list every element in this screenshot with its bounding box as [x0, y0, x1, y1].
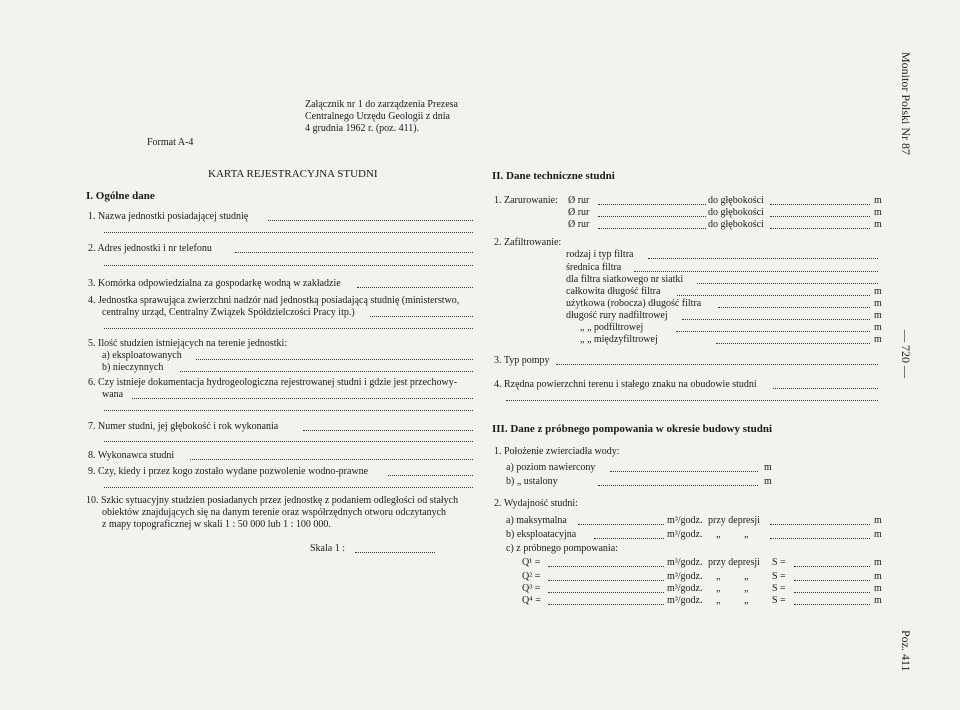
item2-label: 2. Adres jednostki i nr telefonu	[88, 243, 212, 254]
item10-label-b: obiektów znajdujących się na danym terenie oraz współrzędnych otworu odczytanych	[102, 507, 447, 518]
item9-label: 9. Czy, kiedy i przez kogo zostało wydane pozwolenie wodno-prawne	[88, 466, 369, 477]
water-b: b) „ ustalony	[506, 476, 558, 487]
elev-line2	[506, 400, 878, 401]
item4-label-a: 4. Jednostka sprawująca zwierzchni nadzór nad jednostką posiadającą studnię (ministerstwo,	[88, 295, 460, 306]
item8-label: 8. Wykonawca studni	[88, 450, 175, 461]
item7-line	[303, 430, 473, 431]
item2-line2	[104, 265, 473, 266]
section3-title: III. Dane z próbnego pompowania w okresie budowy studni	[492, 423, 773, 435]
item6-line2	[104, 410, 473, 411]
usable-unit: m	[874, 298, 882, 309]
usable-length: użytkowa (robocza) długość filtra	[566, 298, 702, 309]
item4-line	[370, 316, 473, 317]
q3-m: m	[874, 583, 882, 594]
q4-ditto1: „	[716, 595, 721, 606]
casing-depth-1: do głębokości	[708, 195, 764, 206]
subfilter: „ „ podfiltrowej	[580, 322, 644, 333]
casing-rur-2-line	[598, 216, 706, 217]
filter-type-line	[648, 258, 878, 259]
section1-title: I. Ogólne dane	[86, 190, 155, 202]
casing-rur-3-line	[598, 228, 706, 229]
casing-unit-2: m	[874, 207, 882, 218]
item9-line	[388, 475, 473, 476]
q3-s: S =	[772, 583, 786, 594]
section2-title: II. Dane techniczne studni	[492, 170, 615, 182]
water-b-line	[598, 485, 758, 486]
item7-line2	[104, 441, 473, 442]
yield-b-unit: m³/godz.	[667, 529, 703, 540]
item5-label: 5. Ilość studzien istniejących na terenie jednostki:	[88, 338, 288, 349]
q2-s: S =	[772, 571, 786, 582]
yield-b-ditto2: „	[744, 529, 749, 540]
item6-label-b: wana	[102, 389, 124, 400]
yield-b: b) eksploatacyjna	[506, 529, 577, 540]
casing-unit-1: m	[874, 195, 882, 206]
position-number: Poz. 411	[899, 630, 913, 672]
format-label: Format A-4	[147, 137, 194, 148]
q2-m: m	[874, 571, 882, 582]
q1-line	[548, 566, 664, 567]
q4-m: m	[874, 595, 882, 606]
q4-line	[548, 604, 664, 605]
item1-line	[268, 220, 473, 221]
pipe-length: długość rury nadfiltrowej	[566, 310, 668, 321]
q2-ditto1: „	[716, 571, 721, 582]
item10-label-a: 10. Szkic sytuacyjny studzien posiadanych przez jednostkę z podaniem odległości od stałych	[86, 495, 459, 506]
casing-depth-1-line	[770, 204, 870, 205]
mesh-a: dla filtra siatkowego nr siatki	[566, 274, 684, 285]
filter-diam-line	[634, 271, 878, 272]
q1-unit: m³/godz.	[667, 557, 703, 568]
item4-line2	[104, 328, 473, 329]
casing-rur-2: Ø rur	[568, 207, 590, 218]
yield-b-line	[594, 538, 664, 539]
yield-a-m: m	[874, 515, 882, 526]
yield-a: a) maksymalna	[506, 515, 567, 526]
item9-line2	[104, 487, 473, 488]
yield-a-dep-line	[770, 524, 870, 525]
mesh-b: całkowita długość filtra	[566, 286, 661, 297]
mesh-a-line	[697, 283, 878, 284]
item6-label-a: 6. Czy istnieje dokumentacja hydrogeologiczna rejestrowanej studni i gdzie jest przechowy-	[88, 377, 458, 388]
q2-label: Q² =	[522, 571, 541, 582]
item4-label-b: centralny urząd, Centralny Związek Spółdzielczości Pracy itp.)	[102, 307, 355, 318]
yield-a-unit: m³/godz.	[667, 515, 703, 526]
filter-label: 2. Zafiltrowanie:	[494, 237, 562, 248]
q4-s: S =	[772, 595, 786, 606]
q2-ditto2: „	[744, 571, 749, 582]
yield-b-ditto1: „	[716, 529, 721, 540]
yield-a-line	[578, 524, 664, 525]
item3-label: 3. Komórka odpowiedzialna za gospodarkę wodną w zakładzie	[88, 278, 341, 289]
yield-b-dep-line	[770, 538, 870, 539]
scale-line	[355, 552, 435, 553]
q4-label: Q⁴ =	[522, 595, 541, 606]
appendix-line3: 4 grudnia 1962 r. (poz. 411).	[305, 123, 420, 134]
q1-m: m	[874, 557, 882, 568]
q1-s-line	[794, 566, 870, 567]
q3-s-line	[794, 592, 870, 593]
yield-b-m: m	[874, 529, 882, 540]
q1-label: Q¹ =	[522, 557, 541, 568]
item5a-line	[196, 359, 473, 360]
water-label: 1. Położenie zwierciadła wody:	[494, 446, 620, 457]
interfilter: „ „ międzyfiltrowej	[580, 334, 658, 345]
appendix-line1: Załącznik nr 1 do zarządzenia Prezesa	[305, 99, 458, 110]
item8-line	[190, 459, 473, 460]
yield-a-dep: przy depresji	[708, 515, 760, 526]
filter-type: rodzaj i typ filtra	[566, 249, 634, 260]
q4-ditto2: „	[744, 595, 749, 606]
card-title: KARTA REJESTRACYJNA STUDNI	[208, 168, 378, 180]
q3-unit: m³/godz.	[667, 583, 703, 594]
filter-diam: średnica filtra	[566, 262, 622, 273]
q2-s-line	[794, 580, 870, 581]
subfilter-line	[676, 331, 870, 332]
water-a: a) poziom nawiercony	[506, 462, 596, 473]
q3-line	[548, 592, 664, 593]
casing-depth-3: do głębokości	[708, 219, 764, 230]
item5b-line	[180, 371, 473, 372]
elev-line	[773, 388, 878, 389]
casing-rur-3: Ø rur	[568, 219, 590, 230]
item3-line	[357, 287, 473, 288]
q3-ditto2: „	[744, 583, 749, 594]
yield-label: 2. Wydajność studni:	[494, 498, 578, 509]
casing-rur-1-line	[598, 204, 706, 205]
scale-label: Skala 1 :	[310, 543, 345, 554]
casing-depth-2: do głębokości	[708, 207, 764, 218]
pump-label: 3. Typ pompy	[494, 355, 550, 366]
interfilter-line	[716, 343, 870, 344]
item6-line	[132, 398, 473, 399]
water-a-line	[610, 471, 758, 472]
q2-unit: m³/godz.	[667, 571, 703, 582]
subfilter-unit: m	[874, 322, 882, 333]
casing-depth-3-line	[770, 228, 870, 229]
pump-line	[556, 364, 878, 365]
appendix-line2: Centralnego Urzędu Geologii z dnia	[305, 111, 450, 122]
item1-line2	[104, 232, 473, 233]
water-a-unit: m	[764, 462, 772, 473]
casing-depth-2-line	[770, 216, 870, 217]
mesh-b-line	[677, 295, 870, 296]
item10-label-c: z mapy topograficznej w skali 1 : 50 000 lub 1 : 100 000.	[102, 519, 331, 530]
casing-unit-3: m	[874, 219, 882, 230]
q3-label: Q³ =	[522, 583, 541, 594]
yield-c: c) z próbnego pompowania:	[506, 543, 618, 554]
item5b-label: b) nieczynnych	[102, 362, 164, 373]
casing-rur-1: Ø rur	[568, 195, 590, 206]
pipe-length-line	[682, 319, 870, 320]
item7-label: 7. Numer studni, jej głębokość i rok wykonania	[88, 421, 279, 432]
item1-label: 1. Nazwa jednostki posiadającej studnię	[88, 211, 249, 222]
q1-dep: przy depresji	[708, 557, 760, 568]
item2-line	[235, 252, 473, 253]
q4-s-line	[794, 604, 870, 605]
q2-line	[548, 580, 664, 581]
item5a-label: a) eksploatowanych	[102, 350, 182, 361]
q1-s: S =	[772, 557, 786, 568]
interfilter-unit: m	[874, 334, 882, 345]
casing-label: 1. Zarurowanie:	[494, 195, 558, 206]
elev-label: 4. Rzędna powierzchni terenu i stałego znaku na obudowie studni	[494, 379, 757, 390]
usable-length-line	[718, 307, 870, 308]
journal-name: Monitor Polski Nr 87	[899, 52, 913, 156]
page-number: — 720 —	[899, 330, 913, 378]
q3-ditto1: „	[716, 583, 721, 594]
mesh-b-unit: m	[874, 286, 882, 297]
water-b-unit: m	[764, 476, 772, 487]
q4-unit: m³/godz.	[667, 595, 703, 606]
pipe-unit: m	[874, 310, 882, 321]
